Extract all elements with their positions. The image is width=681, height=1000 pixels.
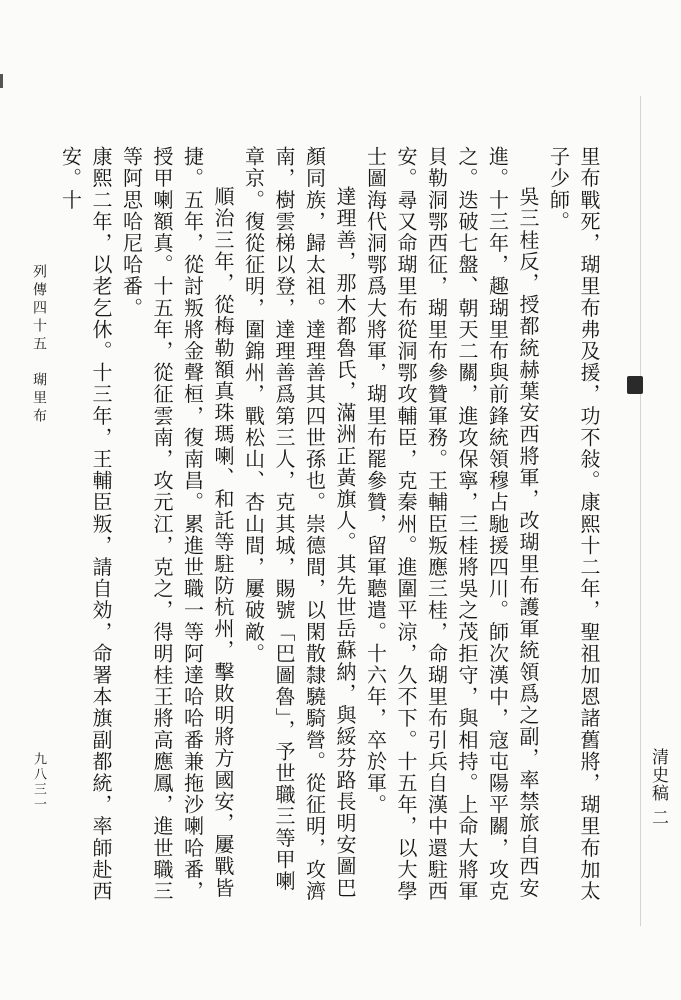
running-head: 清史稿 二 bbox=[648, 748, 668, 827]
page-edge-mark bbox=[0, 74, 3, 88]
paragraph-hulibu-end: 里布戰死，瑚里布弗及援，功不敍。康熙十二年，聖祖加恩諸舊將，瑚里布加太子少師。 bbox=[546, 146, 601, 902]
paragraph-shunzhi: 順治三年，從梅勒額真珠瑪喇、和託等駐防杭州，擊敗明將方國安，屢戰皆捷。五年，從討叛將金聲桓，復南昌。累進世職一等阿達哈哈番兼拖沙喇哈番，授甲喇額真。十五年，從征雲南，攻元江，克之，得明桂王將高應鳳，進世職三等阿思哈尼哈番。 bbox=[119, 146, 235, 902]
page-frame-line bbox=[640, 96, 641, 926]
volume-mark-icon bbox=[627, 376, 643, 394]
paragraph-dalishan-intro: 達理善，那木都魯氏，滿洲正黃旗人。其先世岳蘇納，與綏芬路長明安圖巴顏同族，歸太祖。達理善其四世孫也。崇德間，以閑散隸驍騎營。從征明，攻濟南，樹雲梯以登，達理善爲第三人，克其城，賜號「巴圖魯」，予世職三等甲喇章京。復從征明，圍錦州，戰松山、杏山間，屢破敵。 bbox=[241, 146, 357, 902]
chapter-label: 列傳四十五 瑚里布 bbox=[31, 264, 47, 426]
paragraph-kangxi: 康熙二年，以老乞休。十三年，王輔臣叛，請自効，命署本旗副都統，率師赴西安。十 bbox=[58, 146, 113, 902]
paragraph-wu-sangui-revolt: 吳三桂反，授都統赫葉安西將軍，改瑚里布護軍統領爲之副，率禁旅自西安進。十三年，趣瑚里布與前鋒統領穆占馳援四川。師次漢中，寇屯陽平關，攻克之。迭破七盤、朝天二關，進攻保寧，三桂將吳之茂拒守，與相持。上命大將軍貝勒洞鄂西征，瑚里布參贊軍務。王輔臣叛應三桂，命瑚里布引兵自漢中還駐西安。尋又命瑚里布從洞鄂攻輔臣，克秦州。進圍平涼，久不下。十五年，以大學士圖海代洞鄂爲大將軍，瑚里布罷參贊，留軍聽遣。十六年，卒於軍。 bbox=[363, 146, 540, 902]
page-number: 九八三一 bbox=[31, 752, 46, 812]
main-text bbox=[58, 146, 604, 906]
